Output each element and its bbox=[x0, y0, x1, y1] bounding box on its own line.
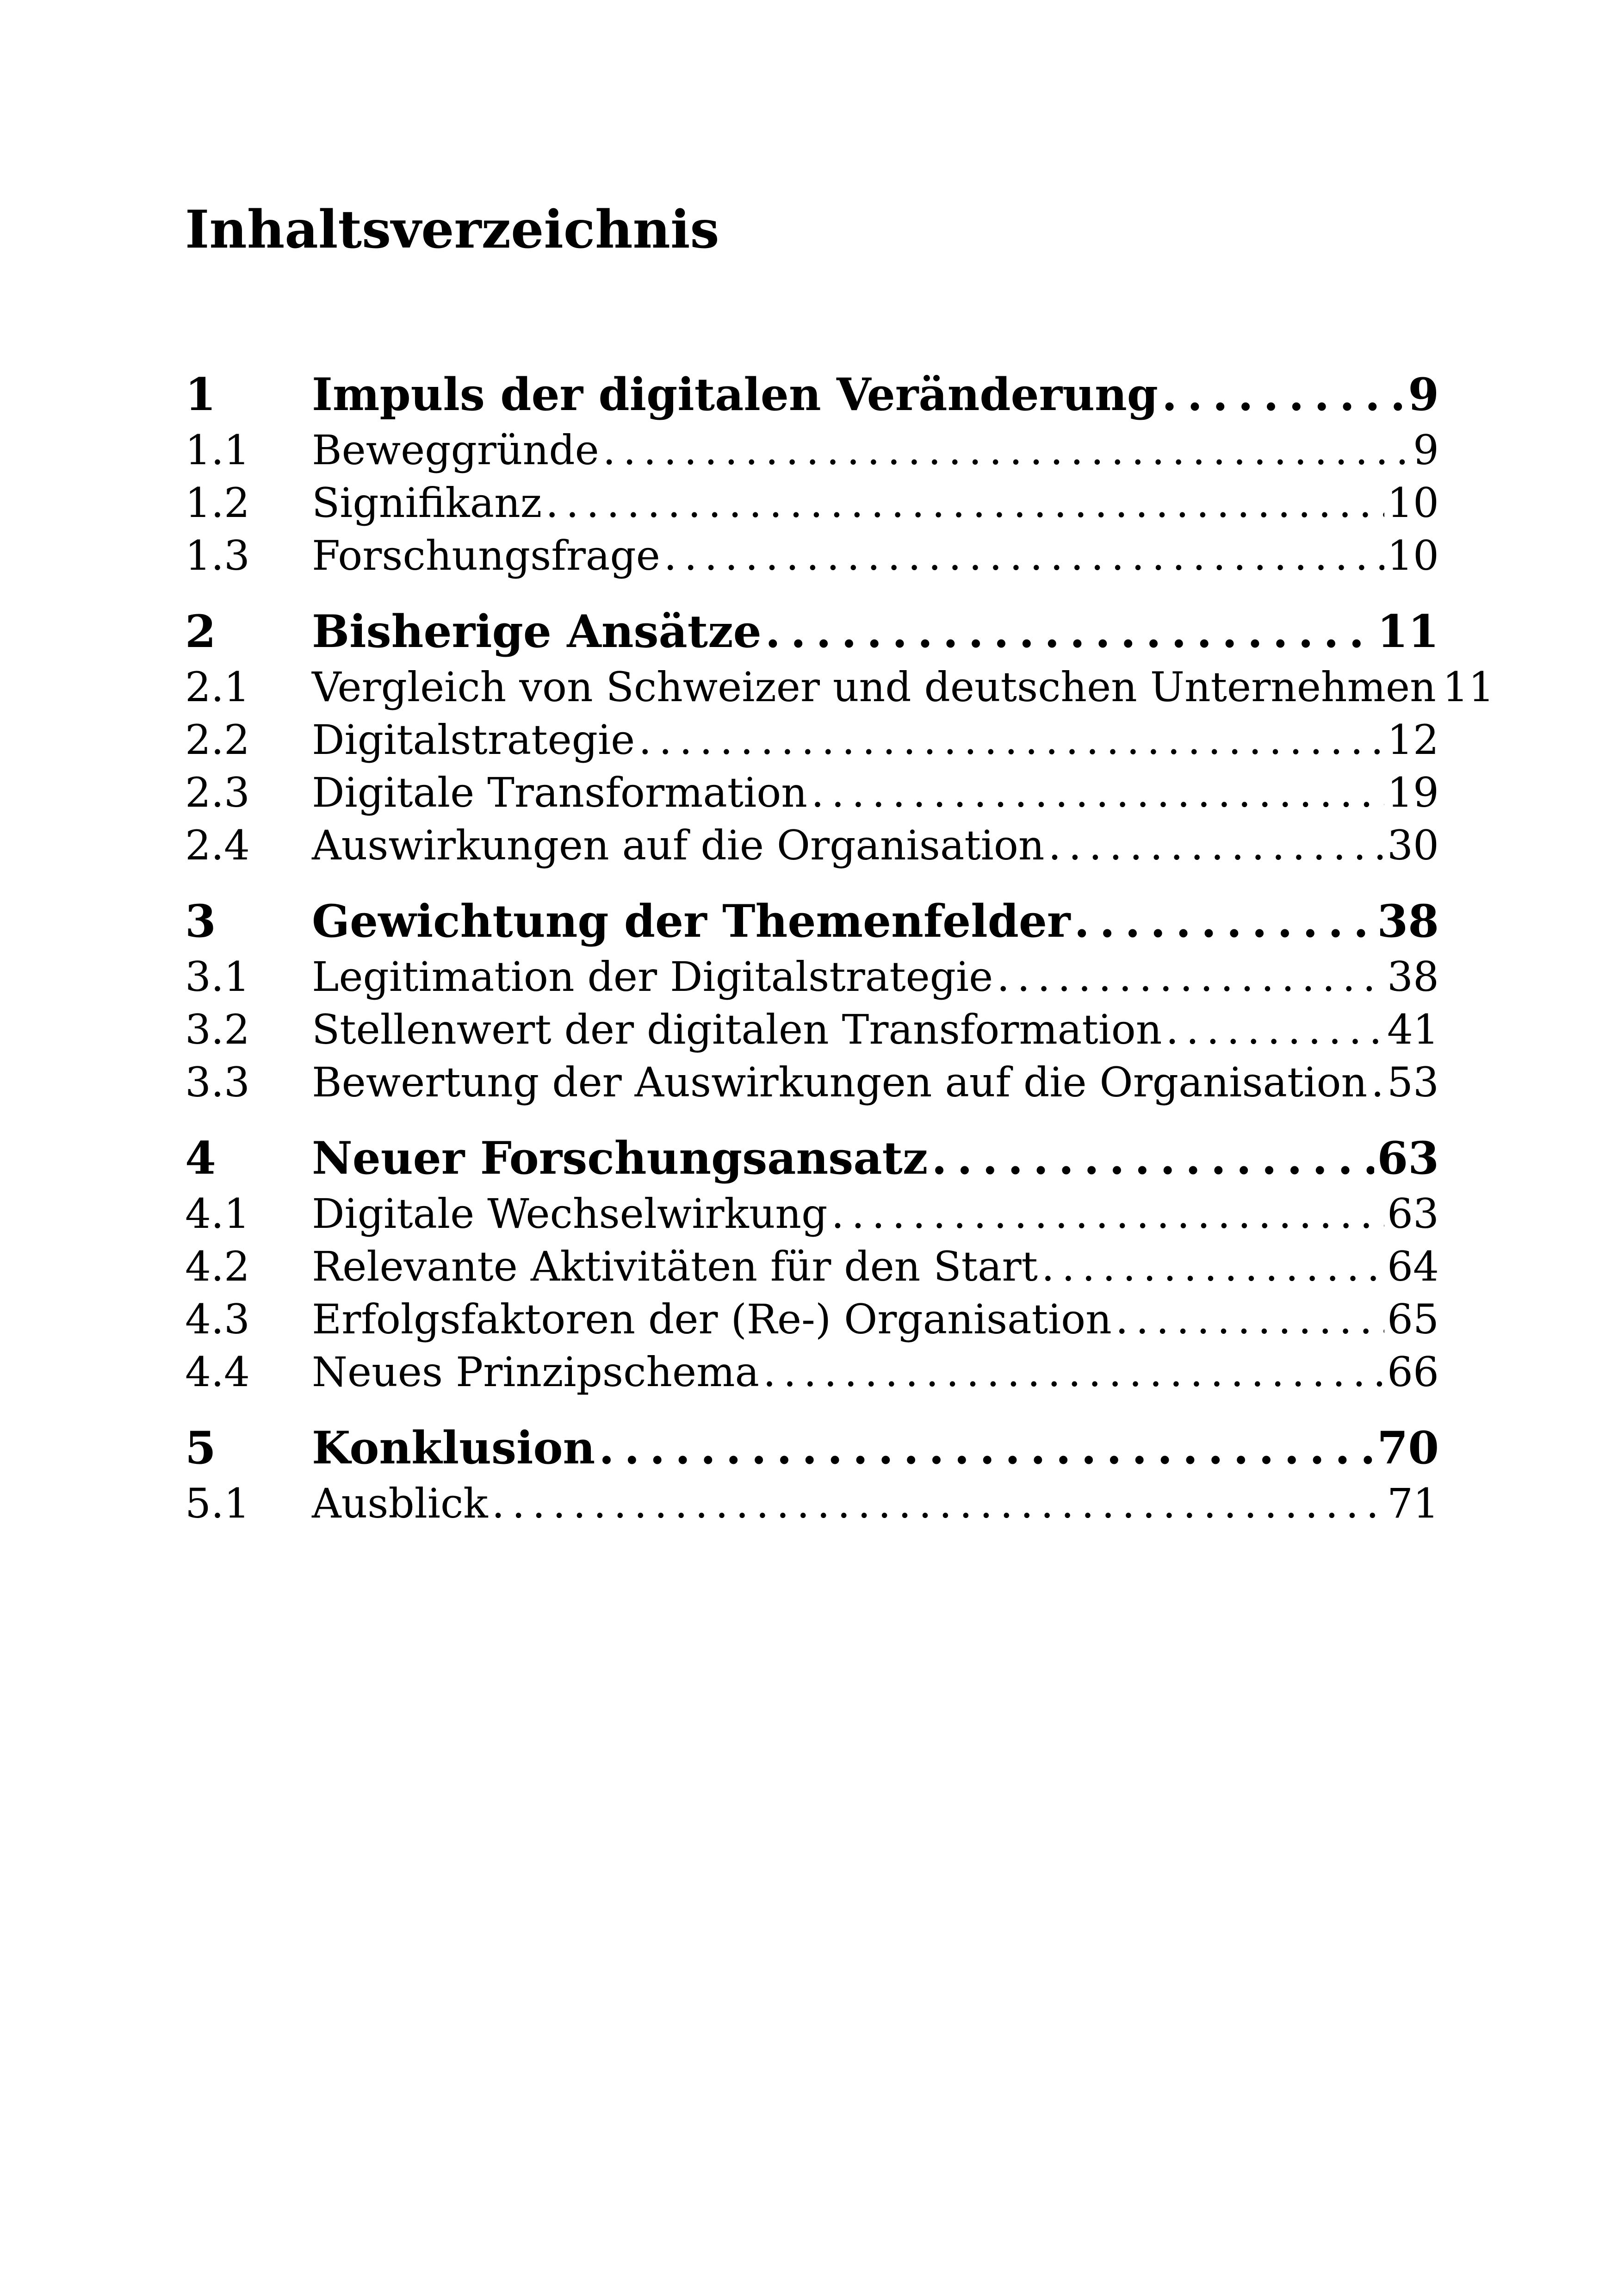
toc-entry-3-1[interactable] bbox=[185, 951, 1439, 1003]
toc-entry-number: 2.2 bbox=[185, 716, 250, 764]
toc-dot-leader bbox=[1048, 819, 1384, 872]
toc-dot-leader bbox=[492, 1477, 1384, 1530]
toc-entry-page: 11 bbox=[1442, 663, 1494, 711]
toc-entry-title: Vergleich von Schweizer und deutschen Unternehmen bbox=[312, 663, 1436, 711]
toc-entry-1-2[interactable] bbox=[185, 477, 1439, 529]
toc-entry-title: Stellenwert der digitalen Transformation bbox=[312, 1006, 1162, 1053]
table-of-contents bbox=[185, 366, 1494, 1530]
toc-entry-number: 4.3 bbox=[185, 1295, 250, 1343]
toc-entry-number: 3.1 bbox=[185, 953, 250, 1001]
toc-entry-number: 2.1 bbox=[185, 663, 250, 711]
toc-entry-2-2[interactable] bbox=[185, 714, 1439, 766]
toc-entry-page: 10 bbox=[1387, 479, 1439, 527]
toc-entry-number: 2.3 bbox=[185, 769, 250, 816]
toc-entry-3[interactable] bbox=[185, 892, 1439, 951]
toc-entry-number: 1.3 bbox=[185, 532, 250, 579]
toc-dot-leader bbox=[546, 477, 1384, 529]
toc-entry-4-3[interactable] bbox=[185, 1293, 1439, 1346]
toc-entry-5[interactable] bbox=[185, 1419, 1439, 1477]
toc-entry-number: 4.1 bbox=[185, 1190, 250, 1238]
toc-entry-title: Ausblick bbox=[312, 1480, 488, 1527]
toc-entry-number: 1 bbox=[185, 368, 216, 421]
toc-dot-leader bbox=[1371, 1056, 1384, 1109]
toc-entry-number: 4.2 bbox=[185, 1243, 250, 1290]
toc-entry-2-1[interactable] bbox=[185, 661, 1494, 714]
toc-entry-title: Auswirkungen auf die Organisation bbox=[312, 821, 1045, 869]
toc-entry-page: 53 bbox=[1387, 1058, 1439, 1106]
toc-entry-title: Relevante Aktivitäten für den Start bbox=[312, 1243, 1038, 1290]
toc-entry-2-3[interactable] bbox=[185, 766, 1439, 819]
toc-entry-3-3[interactable] bbox=[185, 1056, 1439, 1109]
toc-entry-title: Digitalstrategie bbox=[312, 716, 635, 764]
toc-entry-title: Digitale Wechselwirkung bbox=[312, 1190, 828, 1238]
toc-entry-number: 3.3 bbox=[185, 1058, 250, 1106]
toc-dot-leader bbox=[1116, 1293, 1384, 1346]
toc-entry-4[interactable] bbox=[185, 1129, 1439, 1188]
toc-dot-leader bbox=[1074, 892, 1375, 951]
toc-entry-1[interactable] bbox=[185, 366, 1439, 424]
toc-entry-number: 3.2 bbox=[185, 1006, 250, 1053]
toc-entry-title: Gewichtung der Themenfelder bbox=[312, 895, 1071, 947]
toc-entry-page: 63 bbox=[1387, 1190, 1439, 1238]
toc-entry-title: Bewertung der Auswirkungen auf die Organisation bbox=[312, 1058, 1368, 1106]
toc-dot-leader bbox=[1041, 1240, 1384, 1293]
toc-entry-2-4[interactable] bbox=[185, 819, 1439, 872]
toc-dot-leader bbox=[931, 1129, 1374, 1188]
toc-entry-4-1[interactable] bbox=[185, 1188, 1439, 1240]
toc-dot-leader bbox=[639, 714, 1384, 766]
toc-entry-page: 10 bbox=[1387, 532, 1439, 579]
toc-entry-page: 9 bbox=[1413, 426, 1439, 474]
toc-entry-title: Forschungsfrage bbox=[312, 532, 660, 579]
toc-entry-title: Impuls der digitalen Veränderung bbox=[312, 368, 1158, 421]
toc-entry-page: 63 bbox=[1377, 1132, 1439, 1184]
toc-entry-number: 5.1 bbox=[185, 1480, 250, 1527]
toc-dot-leader bbox=[763, 1346, 1384, 1399]
page-title: Inhaltsverzeichnis bbox=[185, 199, 719, 260]
toc-entry-title: Digitale Transformation bbox=[312, 769, 807, 816]
toc-entry-page: 70 bbox=[1377, 1422, 1439, 1474]
toc-entry-1-1[interactable] bbox=[185, 424, 1439, 477]
toc-entry-page: 11 bbox=[1377, 605, 1439, 658]
toc-dot-leader bbox=[664, 529, 1384, 582]
toc-entry-number: 1.1 bbox=[185, 426, 250, 474]
toc-entry-page: 41 bbox=[1387, 1006, 1439, 1053]
toc-dot-leader bbox=[1165, 1003, 1384, 1056]
toc-dot-leader bbox=[599, 1419, 1374, 1477]
toc-entry-title: Bisherige Ansätze bbox=[312, 605, 762, 658]
toc-entry-page: 64 bbox=[1387, 1243, 1439, 1290]
toc-entry-number: 4 bbox=[185, 1132, 216, 1184]
toc-entry-page: 9 bbox=[1408, 368, 1439, 421]
toc-entry-number: 2.4 bbox=[185, 821, 250, 869]
toc-entry-title: Neuer Forschungsansatz bbox=[312, 1132, 928, 1184]
toc-dot-leader bbox=[831, 1188, 1384, 1240]
toc-entry-title: Beweggründe bbox=[312, 426, 599, 474]
toc-entry-2[interactable] bbox=[185, 603, 1439, 661]
toc-entry-title: Neues Prinzipschema bbox=[312, 1348, 760, 1396]
toc-entry-title: Konklusion bbox=[312, 1422, 595, 1474]
toc-entry-title: Signifikanz bbox=[312, 479, 542, 527]
toc-dot-leader bbox=[603, 424, 1410, 477]
toc-entry-page: 71 bbox=[1387, 1480, 1439, 1527]
toc-entry-page: 65 bbox=[1387, 1295, 1439, 1343]
toc-entry-number: 1.2 bbox=[185, 479, 250, 527]
toc-entry-1-3[interactable] bbox=[185, 529, 1439, 582]
toc-dot-leader bbox=[997, 951, 1384, 1003]
toc-entry-number: 4.4 bbox=[185, 1348, 250, 1396]
toc-entry-5-1[interactable] bbox=[185, 1477, 1439, 1530]
toc-dot-leader bbox=[1162, 366, 1405, 424]
toc-entry-title: Erfolgsfaktoren der (Re-) Organisation bbox=[312, 1295, 1112, 1343]
toc-entry-title: Legitimation der Digitalstrategie bbox=[312, 953, 993, 1001]
toc-entry-page: 30 bbox=[1387, 821, 1439, 869]
toc-entry-page: 19 bbox=[1387, 769, 1439, 816]
toc-entry-4-4[interactable] bbox=[185, 1346, 1439, 1399]
toc-entry-page: 12 bbox=[1387, 716, 1439, 764]
toc-entry-number: 3 bbox=[185, 895, 216, 947]
toc-entry-number: 2 bbox=[185, 605, 216, 658]
toc-entry-3-2[interactable] bbox=[185, 1003, 1439, 1056]
toc-entry-4-2[interactable] bbox=[185, 1240, 1439, 1293]
toc-entry-page: 66 bbox=[1387, 1348, 1439, 1396]
toc-entry-page: 38 bbox=[1377, 895, 1439, 947]
toc-entry-number: 5 bbox=[185, 1422, 216, 1474]
toc-dot-leader bbox=[765, 603, 1375, 661]
toc-dot-leader bbox=[811, 766, 1384, 819]
toc-entry-page: 38 bbox=[1387, 953, 1439, 1001]
